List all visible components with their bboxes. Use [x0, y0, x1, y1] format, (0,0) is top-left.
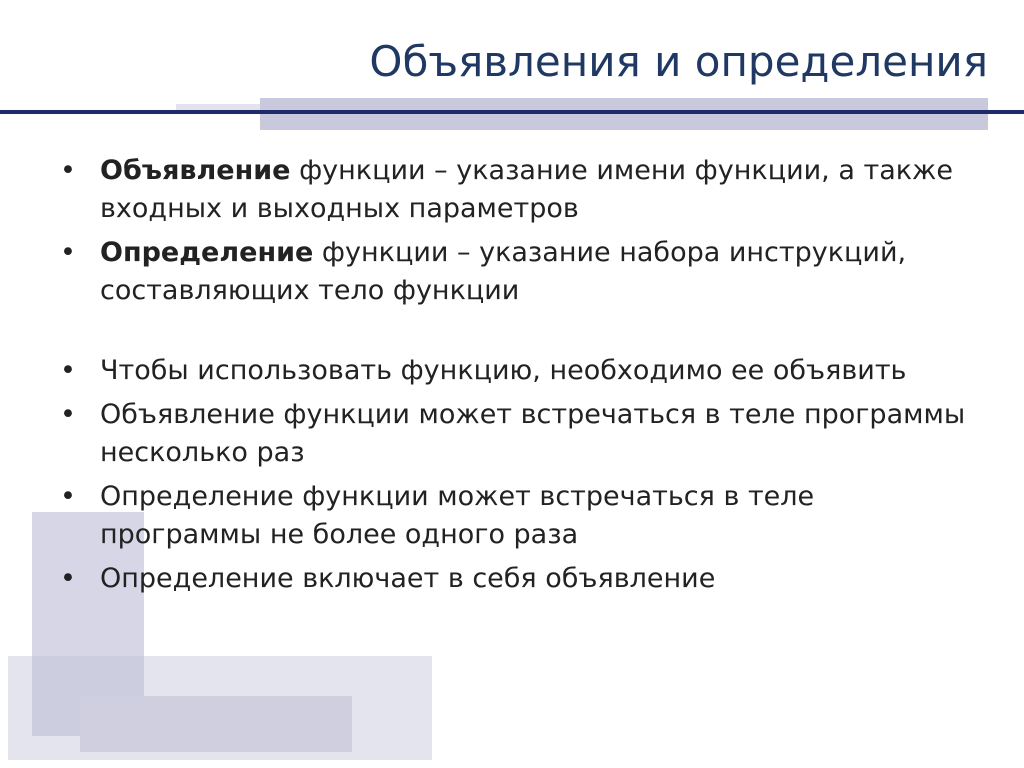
bullet-item	[56, 396, 976, 472]
bullet-text: функции – указание имени функции, а также входных и выходных параметров	[100, 155, 953, 224]
bullet-text: функции – указание набора инструкций, составляющих тело функции	[100, 237, 907, 306]
bullet-item	[56, 352, 976, 390]
bullet-icon: •	[60, 399, 76, 430]
bullet-term: Определение	[100, 237, 314, 268]
bullet-text: Объявление функции может встречаться в теле программы несколько раз	[100, 399, 966, 468]
bullet-text: Определение включает в себя объявление	[100, 563, 716, 594]
bullet-icon: •	[60, 155, 76, 186]
bullet-item	[56, 152, 976, 228]
title-band	[260, 98, 988, 130]
bullet-icon: •	[60, 563, 76, 594]
title-rule	[0, 110, 1024, 114]
bullet-item	[56, 234, 976, 310]
bullet-list	[56, 152, 976, 604]
bullet-term: Объявление	[100, 155, 291, 186]
bullet-icon: •	[60, 355, 76, 386]
decorative-block-inner	[80, 696, 352, 752]
bullet-icon: •	[60, 481, 76, 512]
bullet-icon: •	[60, 237, 76, 268]
slide-title: Объявления и определения	[369, 37, 988, 86]
bullet-item	[56, 560, 976, 598]
bullet-item	[56, 478, 976, 554]
bullet-text: Определение функции может встречаться в теле программы не более одного раза	[100, 481, 815, 550]
bullet-text: Чтобы использовать функцию, необходимо ее объявить	[100, 355, 907, 386]
